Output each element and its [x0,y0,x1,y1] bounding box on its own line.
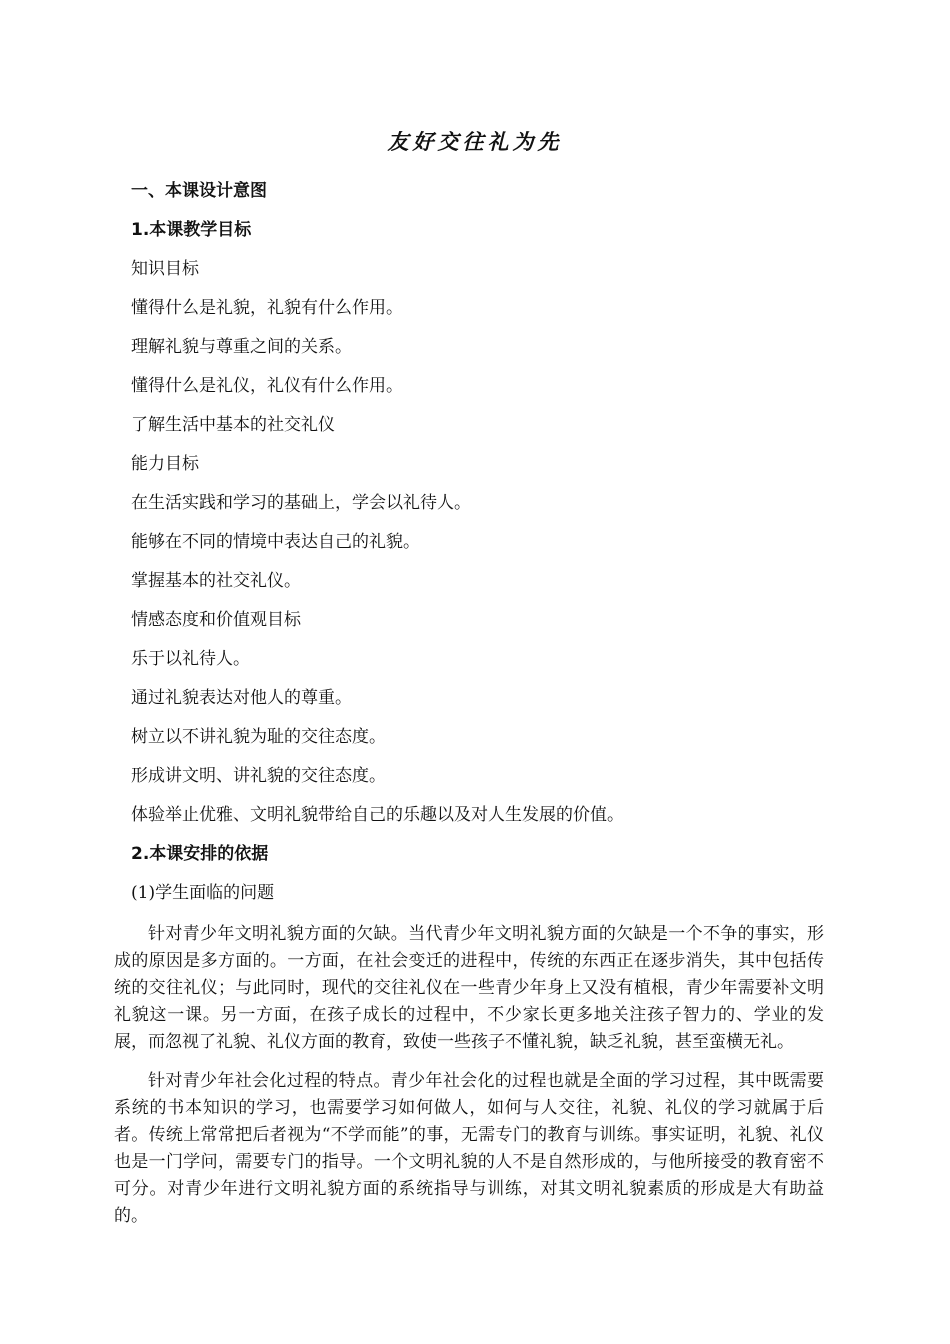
knowledge-item: 了解生活中基本的社交礼仪 [131,415,335,435]
label-knowledge-goals: 知识目标 [131,259,199,279]
body-paragraph: 针对青少年文明礼貌方面的欠缺。当代青少年文明礼貌方面的欠缺是一个不争的事实，形成的原因是多方面的。一方面，在社会变迁的进程中，传统的东西正在逐步消失，其中包括传统的交往礼仪；与此同时，现代的交往礼仪在一些青少年身上又没有植根，青少年需要补文明礼貌这一课。另一方面，在孩子成长的过程中，不少家长更多地关注孩子智力的、学业的发展，而忽视了礼貌、礼仪方面的教育，致使一些孩子不懂礼貌，缺乏礼貌，甚至蛮横无礼。 [114,924,824,1052]
subheading-basis: 2.本课安排的依据 [131,844,269,864]
emotion-item: 体验举止优雅、文明礼貌带给自己的乐趣以及对人生发展的价值。 [131,805,624,825]
emotion-item: 乐于以礼待人。 [131,649,250,669]
label-ability-goals: 能力目标 [131,454,199,474]
body-paragraph: 针对青少年社会化过程的特点。青少年社会化的过程也就是全面的学习过程，其中既需要系统的书本知识的学习，也需要学习如何做人，如何与人交往，礼貌、礼仪的学习就属于后者。传统上常常把后者视为“不学而能”的事，无需专门的教育与训练。事实证明，礼貌、礼仪也是一门学问，需要专门的指导。一个文明礼貌的人不是自然形成的，与他所接受的教育密不可分。对青少年进行文明礼貌方面的系统指导与训练，对其文明礼貌素质的形成是大有助益的。 [114,1071,824,1226]
ability-item: 能够在不同的情境中表达自己的礼貌。 [131,532,420,552]
section-heading-design-intent: 一、本课设计意图 [131,181,267,201]
subheading-teaching-goals: 1.本课教学目标 [131,220,252,240]
basis-item-label: (1)学生面临的问题 [131,883,275,903]
ability-item: 掌握基本的社交礼仪。 [131,571,301,591]
ability-item: 在生活实践和学习的基础上，学会以礼待人。 [131,493,471,513]
emotion-item: 通过礼貌表达对他人的尊重。 [131,688,352,708]
knowledge-item: 懂得什么是礼貌，礼貌有什么作用。 [131,298,403,318]
emotion-item: 树立以不讲礼貌为耻的交往态度。 [131,727,386,747]
document-body [114,180,824,1242]
document-title: 友好交往礼为先 [387,129,563,154]
knowledge-item: 懂得什么是礼仪，礼仪有什么作用。 [131,376,403,396]
knowledge-item: 理解礼貌与尊重之间的关系。 [131,337,352,357]
label-emotion-goals: 情感态度和价值观目标 [131,610,301,630]
emotion-item: 形成讲文明、讲礼貌的交往态度。 [131,766,386,786]
